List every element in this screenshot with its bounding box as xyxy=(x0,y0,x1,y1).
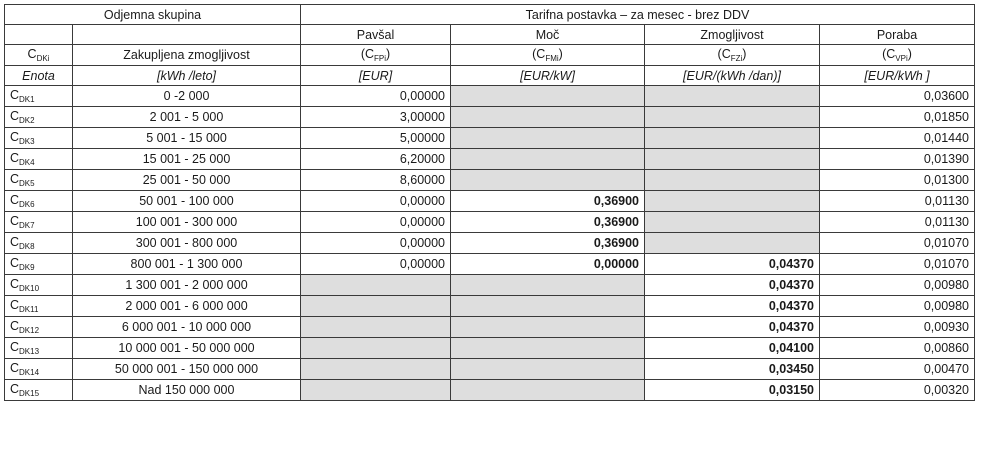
col-symbol-zmogljivost: $(C_{FZi})$ xyxy=(645,45,820,66)
row-value-moc xyxy=(451,275,645,296)
row-value-pavsal: 0,00000 xyxy=(301,212,451,233)
row-value-moc: 0,36900 xyxy=(451,233,645,254)
row-code: $C_{DK12}$ xyxy=(5,317,73,338)
row-value-zmog: 0,04370 xyxy=(645,254,820,275)
row-capacity-range: 6 000 001 - 10 000 000 xyxy=(73,317,301,338)
col-symbol-poraba: $(C_{VPi})$ xyxy=(820,45,975,66)
row-capacity-range: 25 001 - 50 000 xyxy=(73,170,301,191)
row-value-pavsal: 0,00000 xyxy=(301,254,451,275)
row-code: $C_{DK15}$ xyxy=(5,380,73,401)
row-value-zmog: 0,04370 xyxy=(645,296,820,317)
row-value-moc xyxy=(451,107,645,128)
row-capacity-range: 1 300 001 - 2 000 000 xyxy=(73,275,301,296)
group-code: $C_{DKi}$ xyxy=(5,45,73,66)
row-value-poraba: 0,01130 xyxy=(820,191,975,212)
row-value-pavsal xyxy=(301,380,451,401)
row-capacity-range: 300 001 - 800 000 xyxy=(73,233,301,254)
row-value-moc xyxy=(451,170,645,191)
row-code: $C_{DK11}$ xyxy=(5,296,73,317)
row-value-pavsal: 8,60000 xyxy=(301,170,451,191)
row-value-pavsal: 0,00000 xyxy=(301,86,451,107)
row-value-pavsal xyxy=(301,275,451,296)
row-value-poraba: 0,00980 xyxy=(820,275,975,296)
row-value-zmog xyxy=(645,128,820,149)
row-capacity-range: 10 000 001 - 50 000 000 xyxy=(73,338,301,359)
row-value-pavsal xyxy=(301,359,451,380)
row-value-poraba: 0,01130 xyxy=(820,212,975,233)
row-capacity-range: 50 001 - 100 000 xyxy=(73,191,301,212)
row-capacity-range: 15 001 - 25 000 xyxy=(73,149,301,170)
row-code: $C_{DK2}$ xyxy=(5,107,73,128)
col-unit-poraba: [EUR/kWh ] xyxy=(820,66,975,86)
col-name-moc: Moč xyxy=(451,25,645,45)
row-capacity-range: 2 000 001 - 6 000 000 xyxy=(73,296,301,317)
row-code: $C_{DK5}$ xyxy=(5,170,73,191)
row-value-moc xyxy=(451,317,645,338)
table-row xyxy=(5,107,975,128)
row-value-zmog: 0,04370 xyxy=(645,275,820,296)
row-value-poraba: 0,01850 xyxy=(820,107,975,128)
col-name-pavsal: Pavšal xyxy=(301,25,451,45)
row-value-zmog: 0,04100 xyxy=(645,338,820,359)
row-value-poraba: 0,03600 xyxy=(820,86,975,107)
row-value-zmog xyxy=(645,212,820,233)
col-name-zmogljivost: Zmogljivost xyxy=(645,25,820,45)
table-row xyxy=(5,233,975,254)
row-capacity-range: 0 -2 000 xyxy=(73,86,301,107)
row-value-zmog: 0,03450 xyxy=(645,359,820,380)
row-value-pavsal: 3,00000 xyxy=(301,107,451,128)
row-value-zmog xyxy=(645,107,820,128)
row-value-moc xyxy=(451,296,645,317)
capacity-label: Zakupljena zmogljivost xyxy=(73,45,301,66)
row-capacity-range: 2 001 - 5 000 xyxy=(73,107,301,128)
row-value-pavsal xyxy=(301,296,451,317)
group-title: Odjemna skupina xyxy=(5,5,301,25)
row-value-poraba: 0,00930 xyxy=(820,317,975,338)
table-row xyxy=(5,149,975,170)
row-value-moc: 0,36900 xyxy=(451,212,645,233)
header-row-top xyxy=(5,5,975,25)
col-unit-moc: [EUR/kW] xyxy=(451,66,645,86)
row-value-pavsal: 5,00000 xyxy=(301,128,451,149)
group-unit: Enota xyxy=(5,66,73,86)
row-value-zmog: 0,03150 xyxy=(645,380,820,401)
row-value-moc xyxy=(451,149,645,170)
capacity-unit: [kWh /leto] xyxy=(73,66,301,86)
row-code: $C_{DK14}$ xyxy=(5,359,73,380)
row-capacity-range: 800 001 - 1 300 000 xyxy=(73,254,301,275)
row-value-pavsal: 0,00000 xyxy=(301,233,451,254)
row-value-poraba: 0,00320 xyxy=(820,380,975,401)
row-code: $C_{DK4}$ xyxy=(5,149,73,170)
table-row xyxy=(5,317,975,338)
table-row xyxy=(5,170,975,191)
table-row xyxy=(5,191,975,212)
row-value-moc: 0,36900 xyxy=(451,191,645,212)
row-value-moc xyxy=(451,359,645,380)
col-symbol-pavsal: $(C_{FPi})$ xyxy=(301,45,451,66)
row-value-zmog xyxy=(645,191,820,212)
row-value-zmog xyxy=(645,233,820,254)
table-row xyxy=(5,254,975,275)
row-value-pavsal xyxy=(301,317,451,338)
row-value-moc xyxy=(451,128,645,149)
table-row xyxy=(5,296,975,317)
header-row-names xyxy=(5,25,975,45)
row-code: $C_{DK1}$ xyxy=(5,86,73,107)
tariff-table xyxy=(4,4,975,401)
row-capacity-range: 50 000 001 - 150 000 000 xyxy=(73,359,301,380)
row-value-pavsal: 6,20000 xyxy=(301,149,451,170)
row-value-poraba: 0,01300 xyxy=(820,170,975,191)
row-code: $C_{DK9}$ xyxy=(5,254,73,275)
table-row xyxy=(5,338,975,359)
col-unit-pavsal: [EUR] xyxy=(301,66,451,86)
row-code: $C_{DK8}$ xyxy=(5,233,73,254)
row-code: $C_{DK10}$ xyxy=(5,275,73,296)
row-value-poraba: 0,01390 xyxy=(820,149,975,170)
table-row xyxy=(5,212,975,233)
row-code: $C_{DK3}$ xyxy=(5,128,73,149)
table-row xyxy=(5,275,975,296)
row-value-poraba: 0,00980 xyxy=(820,296,975,317)
row-code: $C_{DK6}$ xyxy=(5,191,73,212)
header-row-symbols xyxy=(5,45,975,66)
col-name-poraba: Poraba xyxy=(820,25,975,45)
row-code: $C_{DK13}$ xyxy=(5,338,73,359)
row-capacity-range: 100 001 - 300 000 xyxy=(73,212,301,233)
row-value-moc: 0,00000 xyxy=(451,254,645,275)
table-row xyxy=(5,86,975,107)
row-value-zmog: 0,04370 xyxy=(645,317,820,338)
table-row xyxy=(5,128,975,149)
row-value-pavsal xyxy=(301,338,451,359)
row-value-poraba: 0,01440 xyxy=(820,128,975,149)
row-value-zmog xyxy=(645,86,820,107)
row-value-zmog xyxy=(645,149,820,170)
table-row xyxy=(5,380,975,401)
tariff-title: Tarifna postavka – za mesec - brez DDV xyxy=(301,5,975,25)
row-value-poraba: 0,00860 xyxy=(820,338,975,359)
table-row xyxy=(5,359,975,380)
row-capacity-range: Nad 150 000 000 xyxy=(73,380,301,401)
row-value-zmog xyxy=(645,170,820,191)
row-value-moc xyxy=(451,86,645,107)
row-value-poraba: 0,00470 xyxy=(820,359,975,380)
col-unit-zmogljivost: [EUR/(kWh /dan)] xyxy=(645,66,820,86)
row-value-pavsal: 0,00000 xyxy=(301,191,451,212)
row-capacity-range: 5 001 - 15 000 xyxy=(73,128,301,149)
row-value-poraba: 0,01070 xyxy=(820,233,975,254)
header-row-units xyxy=(5,66,975,86)
row-value-moc xyxy=(451,380,645,401)
col-symbol-moc: $(C_{FMi})$ xyxy=(451,45,645,66)
row-value-moc xyxy=(451,338,645,359)
row-code: $C_{DK7}$ xyxy=(5,212,73,233)
row-value-poraba: 0,01070 xyxy=(820,254,975,275)
